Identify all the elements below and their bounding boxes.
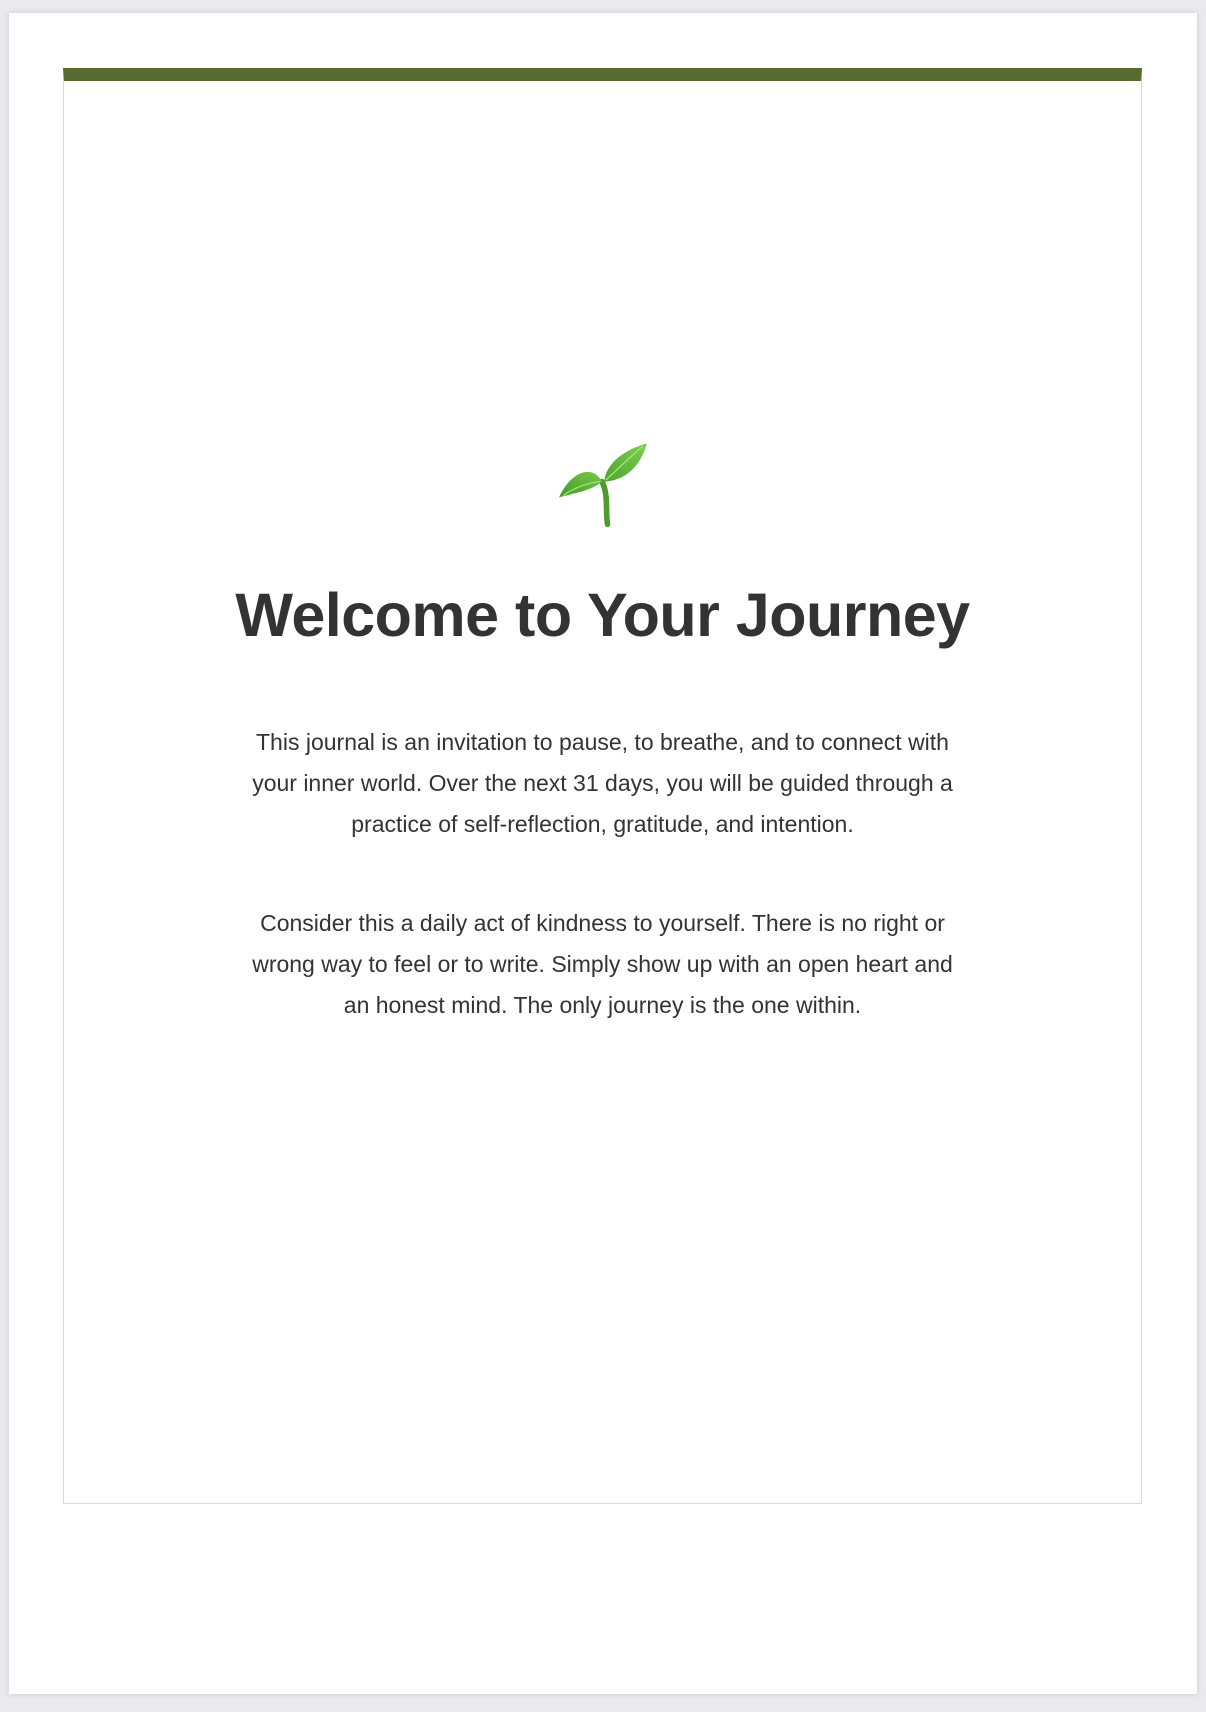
sprout-icon <box>558 440 648 530</box>
content-frame <box>63 68 1142 1504</box>
intro-paragraph-2: Consider this a daily act of kindness to yourself. There is no right or wrong way to feel or to write. Simply show up with an open heart and an honest mind. The only journey is the one within. <box>252 910 953 1018</box>
intro-paragraph-1: This journal is an invitation to pause, to breathe, and to connect with your inner world. Over the next 31 days, you will be guided through a practice of self-reflection, gratitude, and intention. <box>252 729 953 837</box>
page-title: Welcome to Your Journey <box>235 581 970 649</box>
intro-text <box>243 722 963 1084</box>
journal-page <box>9 13 1197 1694</box>
